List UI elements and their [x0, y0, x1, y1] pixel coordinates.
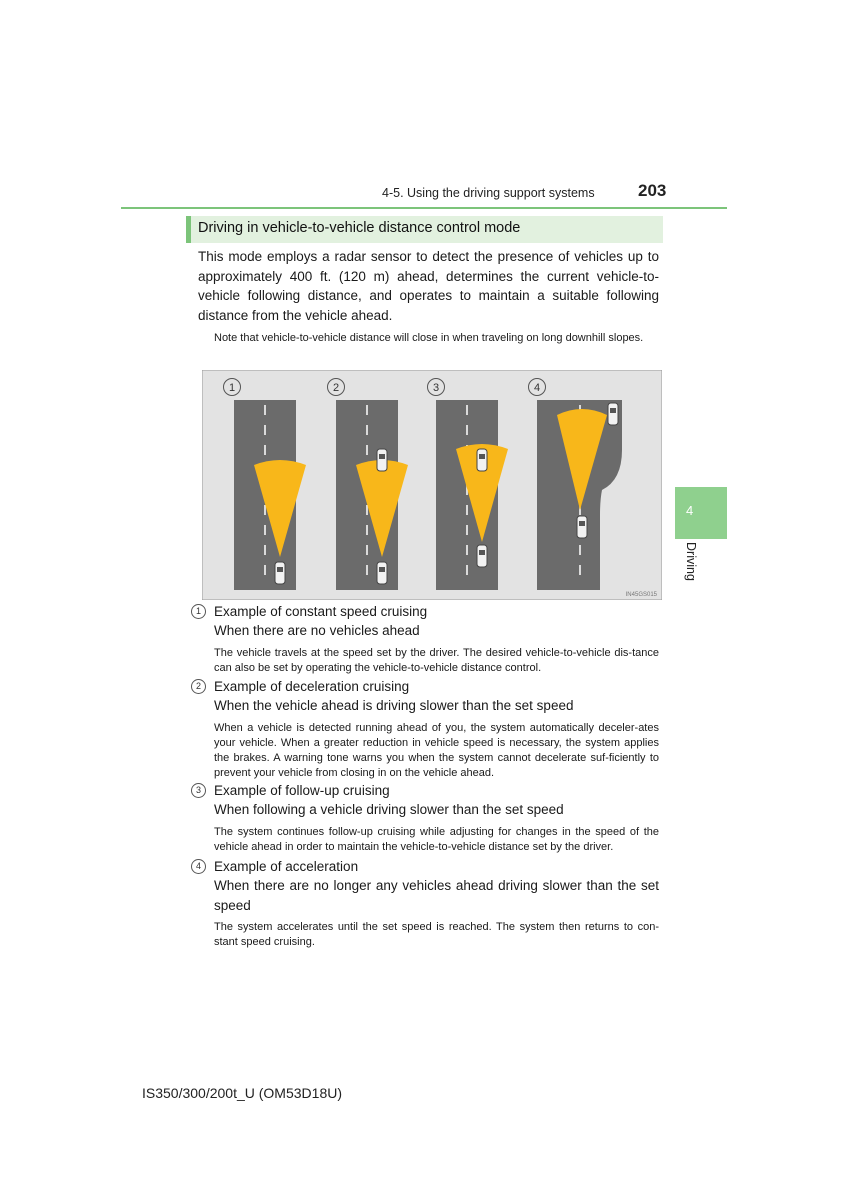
section-heading-accent: [186, 216, 191, 243]
own-vehicle-window: [479, 550, 485, 555]
panel-2: [336, 400, 408, 590]
panel-label-3: 3: [432, 382, 440, 394]
own-vehicle: [275, 562, 285, 584]
panel-label-2: 2: [332, 382, 340, 394]
item-number-circle: 1: [191, 604, 206, 619]
item-number-circle: 4: [191, 859, 206, 874]
item-title: Example of deceleration cruising: [214, 679, 410, 694]
own-vehicle: [577, 516, 587, 538]
running-header: 4-5. Using the driving support systems: [382, 186, 595, 200]
own-vehicle: [477, 545, 487, 567]
merging-vehicle: [608, 403, 618, 425]
panel-label-4: 4: [533, 382, 541, 394]
merging-vehicle-window: [610, 408, 616, 413]
section-title: Driving in vehicle-to-vehicle distance control mode: [198, 220, 521, 236]
vehicle-ahead: [377, 449, 387, 471]
own-vehicle-window: [579, 521, 585, 526]
item-description: The system accelerates until the set speed is reached. The system then returns to con-stant speed cruising.: [214, 921, 659, 948]
item-description: The system continues follow-up cruising while adjusting for changes in the speed of the vehicle ahead in order to maintain the vehicle-to-vehicle distance set by the driver.: [214, 826, 659, 853]
item-subtitle: When following a vehicle driving slower than the set speed: [214, 802, 564, 817]
item-description: The vehicle travels at the speed set by the driver. The desired vehicle-to-vehicle dis-tance can also be set by operating the vehicle-to-vehicle distance control.: [214, 647, 659, 674]
panel-3: [436, 400, 508, 590]
panel-label-1: 1: [228, 382, 236, 394]
own-vehicle-window: [379, 567, 385, 572]
item-title: Example of constant speed cruising: [214, 604, 428, 619]
header-rule: [121, 207, 727, 209]
own-vehicle: [377, 562, 387, 584]
vehicle-ahead: [477, 449, 487, 471]
vehicle-ahead-window: [479, 454, 485, 459]
item-number-circle: 3: [191, 783, 206, 798]
radar-cruise-figure: [202, 370, 662, 600]
panel-1: [234, 400, 306, 590]
item-subtitle: When there are no longer any vehicles ahead driving slower than the set speed: [214, 878, 659, 913]
chapter-label: Driving: [684, 542, 698, 581]
chapter-number: 4: [686, 503, 694, 518]
item-description: When a vehicle is detected running ahead of you, the system automatically deceler-ates your vehicle. When a greater reduction in vehicle speed is necessary, the system applies the brakes. A warning tone warns you when the system cannot decelerate suf-ficiently to prevent your vehicle from closing in on the vehicle ahead.: [214, 722, 659, 779]
item-title: Example of acceleration: [214, 859, 359, 874]
footer-model-code: IS350/300/200t_U (OM53D18U): [142, 1085, 342, 1101]
item-number-circle: 2: [191, 679, 206, 694]
item-subtitle: When there are no vehicles ahead: [214, 623, 420, 638]
intro-paragraph: This mode employs a radar sensor to detect the presence of vehicles up to approximately 400 ft. (120 m) ahead, determines the current vehicle-to-vehicle following distance, and operates to maintain a suitable following distance from the vehicle ahead.: [198, 249, 659, 323]
item-title: Example of follow-up cruising: [214, 783, 390, 798]
figure-code: IN45GS015: [625, 592, 657, 598]
own-vehicle-window: [277, 567, 283, 572]
chapter-tab: [675, 487, 727, 539]
item-subtitle: When the vehicle ahead is driving slower than the set speed: [214, 698, 574, 713]
vehicle-ahead-window: [379, 454, 385, 459]
note-paragraph: Note that vehicle-to-vehicle distance will close in when traveling on long downhill slopes.: [214, 332, 644, 344]
page-number: 203: [638, 181, 667, 200]
